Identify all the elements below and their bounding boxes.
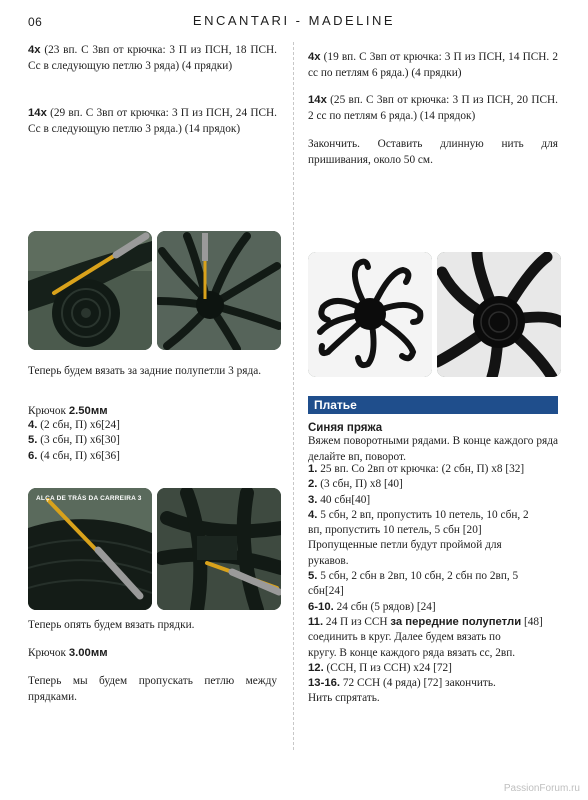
list-item: 5. (3 сбн, П) x6[30] xyxy=(28,434,120,447)
photo-back-loop xyxy=(28,488,152,610)
list-item: сбн[24] xyxy=(308,585,344,598)
yarn-heading: Синяя пряжа xyxy=(308,422,383,434)
left-hook-size-1: Крючок 2.50мм xyxy=(28,405,108,417)
list-item: Пропущенные петли будут проймой для xyxy=(308,539,502,552)
left-hook-size-2: Крючок 3.00мм xyxy=(28,647,108,659)
photo-spiral-start xyxy=(28,231,152,350)
list-item: 11. 24 П из ССН за передние полупетли [48] xyxy=(308,615,543,628)
list-item: соединить в круг. Далее будем вязать по xyxy=(308,631,501,644)
right-row-14x: 14х (25 вп. С 3вп от крючка: 3 П из ПСН, 20 ПСН. 2 сс по петлям 6 ряда.) (14 прядок) xyxy=(308,94,558,122)
left-strands-again: Теперь опять будем вязать прядки. xyxy=(28,619,195,631)
page-header-title: ENCANTARI - MADELINE xyxy=(192,13,396,28)
left-row-4x: 4х (23 вп. С 3вп от крючка: 3 П из ПСН, 18 ПСН. Сс в следующую петлю 3 ряда) (4 прядки) xyxy=(28,44,277,72)
list-item: 3. 40 сбн[40] xyxy=(308,493,371,506)
right-rows-list xyxy=(308,462,560,707)
list-item: 4. 5 сбн, 2 вп, пропустить 10 петель, 10 сбн, 2 xyxy=(308,508,529,521)
photo-strands-round xyxy=(157,231,281,350)
list-item: Нить спрятать. xyxy=(308,692,380,705)
list-item: 13-16. 72 ССН (4 ряда) [72] закончить. xyxy=(308,677,496,690)
section-banner-dress: Платье xyxy=(308,396,558,414)
left-skip-loop-note: Теперь мы будем пропускать петлю между прядками. xyxy=(28,675,277,703)
right-row-4x: 4х (19 вп. С 3вп от крючка: 3 П из ПСН, 14 ПСН. 2 сс по петлям 6 ряда.) (4 прядки) xyxy=(308,51,558,79)
list-item: 4. (2 сбн, П) x6[24] xyxy=(28,419,120,431)
list-item: 5. 5 сбн, 2 сбн в 2вп, 10 сбн, 2 сбн по 2вп, 5 xyxy=(308,570,519,583)
photo-finished-hair-closeup xyxy=(437,252,561,377)
column-divider xyxy=(293,42,294,750)
list-item: 6. (4 сбн, П) x6[36] xyxy=(28,449,120,462)
list-item: 6-10. 24 сбн (5 рядов) [24] xyxy=(308,600,436,613)
right-intro: Вяжем поворотными рядами. В конце каждого ряда делайте вп, поворот. xyxy=(308,435,558,463)
left-row-14x: 14х (29 вп. С 3вп от крючка: 3 П из ПСН, 24 ПСН. Сс в следующую петлю 3 ряда.) (14 прядок) xyxy=(28,107,277,135)
list-item: 2. (3 сбн, П) x8 [40] xyxy=(308,478,403,491)
list-item: рукавов. xyxy=(308,554,349,567)
list-item: 12. (ССН, П из ССН) x24 [72] xyxy=(308,661,452,674)
list-item: вп, пропустить 10 петель, 5 сбн [20] xyxy=(308,524,482,537)
left-rows-list xyxy=(28,418,277,464)
list-item: кругу. В конце каждого ряда вязать сс, 2вп. xyxy=(308,646,516,659)
left-back-loops-note: Теперь будем вязать за задние полупетли 3 ряда. xyxy=(28,365,262,377)
list-item: 1. 25 вп. Со 2вп от крючка: (2 сбн, П) x8 [32] xyxy=(308,463,525,475)
photo-strand-closeup xyxy=(157,488,281,610)
photo-finished-hair-white xyxy=(308,252,432,377)
page-number: 06 xyxy=(28,15,43,29)
photo-label: ALÇA DE TRÁS DA CARREIRA 3 xyxy=(36,495,142,502)
right-finish-note: Закончить. Оставить длинную нить для пришивания, около 50 см. xyxy=(308,138,558,166)
watermark: PassionForum.ru xyxy=(503,783,580,794)
